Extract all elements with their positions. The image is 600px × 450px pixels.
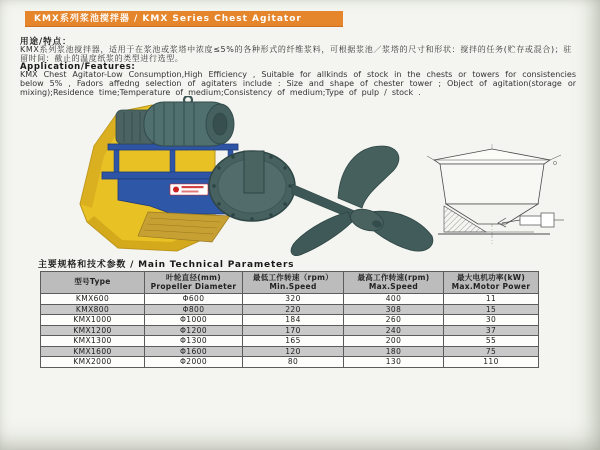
col-header-cn: 最低工作转速（rpm） xyxy=(252,273,334,282)
table-cell: KMX2000 xyxy=(41,357,145,368)
table-cell: 400 xyxy=(344,294,444,305)
col-header-en: Min.Speed xyxy=(269,281,317,291)
table-cell: Φ1200 xyxy=(145,325,243,336)
table-cell: KMX1000 xyxy=(41,315,145,326)
col-header-min-speed xyxy=(243,272,344,294)
table-cell: 220 xyxy=(243,304,344,315)
col-header-max-speed xyxy=(344,272,444,294)
col-header-en: Max.Motor Power xyxy=(451,281,531,291)
table-cell: KMX1300 xyxy=(41,336,145,347)
table-cell: Φ1300 xyxy=(145,336,243,347)
col-header-en: Max.Speed xyxy=(368,281,419,291)
col-header-motor-power xyxy=(444,272,539,294)
table-row xyxy=(41,294,539,305)
col-header-type xyxy=(41,272,145,294)
col-header-cn: 最大电机功率(kW) xyxy=(456,273,526,282)
table-cell: 110 xyxy=(444,357,539,368)
table-cell: 260 xyxy=(344,315,444,326)
agitator-product-photo xyxy=(52,96,442,258)
table-cell: 37 xyxy=(444,325,539,336)
table-row xyxy=(41,346,539,357)
table-row xyxy=(41,304,539,315)
table-cell: Φ800 xyxy=(145,304,243,315)
col-header-diameter xyxy=(145,272,243,294)
table-cell: KMX600 xyxy=(41,294,145,305)
table-row xyxy=(41,325,539,336)
table-cell: 170 xyxy=(243,325,344,336)
table-cell: 15 xyxy=(444,304,539,315)
table-cell: 130 xyxy=(344,357,444,368)
table-cell: 165 xyxy=(243,336,344,347)
table-cell: 75 xyxy=(444,346,539,357)
table-cell: 200 xyxy=(344,336,444,347)
usage-section-title: 用途/特点： xyxy=(20,37,72,47)
col-header-cn: 叶轮直径(mm) xyxy=(166,273,221,282)
table-header-row xyxy=(41,272,539,294)
table-row xyxy=(41,315,539,326)
chest-tank-line-drawing xyxy=(424,142,570,249)
table-cell: 30 xyxy=(444,315,539,326)
table-cell: Φ600 xyxy=(145,294,243,305)
usage-section-body: KMX系列浆池搅拌器，适用于在浆池或浆塔中浓度≤5%的各种形式的纤维浆料，可根据浆池／浆塔的尺寸和形状：搅拌的任务(贮存或混合)；驻留时间：截止的温度纸浆的类型进行选型。 xyxy=(20,45,572,63)
table-cell: 80 xyxy=(243,357,344,368)
page-title: KMX系列浆池搅拌器 / KMX Series Chest Agitator xyxy=(25,11,343,27)
application-section-body: KMX Chest Agitator-Low Consumption,High Efficiency , Suitable for allkinds of stock in the chests or towers for consistencies below 5% , Fadors affedng selection of agitaters include : Size and shape of chester tower ; Object of agitation(storage or mixing);Residence time;Temperature of medium;Consistency of medium;Type of pulp / stock . xyxy=(20,70,576,97)
table-cell: 180 xyxy=(344,346,444,357)
table-cell: Φ2000 xyxy=(145,357,243,368)
table-cell: 55 xyxy=(444,336,539,347)
table-row xyxy=(41,357,539,368)
table-cell: 11 xyxy=(444,294,539,305)
table-cell: KMX1600 xyxy=(41,346,145,357)
parameters-table-body xyxy=(41,294,539,368)
table-cell: Φ1000 xyxy=(145,315,243,326)
table-cell: 320 xyxy=(243,294,344,305)
table-cell: KMX1200 xyxy=(41,325,145,336)
table-cell: 308 xyxy=(344,304,444,315)
application-section-title: Application/Features: xyxy=(20,62,136,72)
table-row xyxy=(41,336,539,347)
parameters-section-title: 主要规格和技术参数 / Main Technical Parameters xyxy=(38,260,295,270)
table-cell: KMX800 xyxy=(41,304,145,315)
table-cell: 240 xyxy=(344,325,444,336)
col-header-en: Propeller Diameter xyxy=(150,281,237,291)
parameters-table xyxy=(40,271,539,368)
table-cell: Φ1600 xyxy=(145,346,243,357)
col-header-cn: 型号Type xyxy=(74,277,111,287)
col-header-cn: 最高工作转速(rpm) xyxy=(357,273,430,282)
table-cell: 120 xyxy=(243,346,344,357)
table-cell: 184 xyxy=(243,315,344,326)
